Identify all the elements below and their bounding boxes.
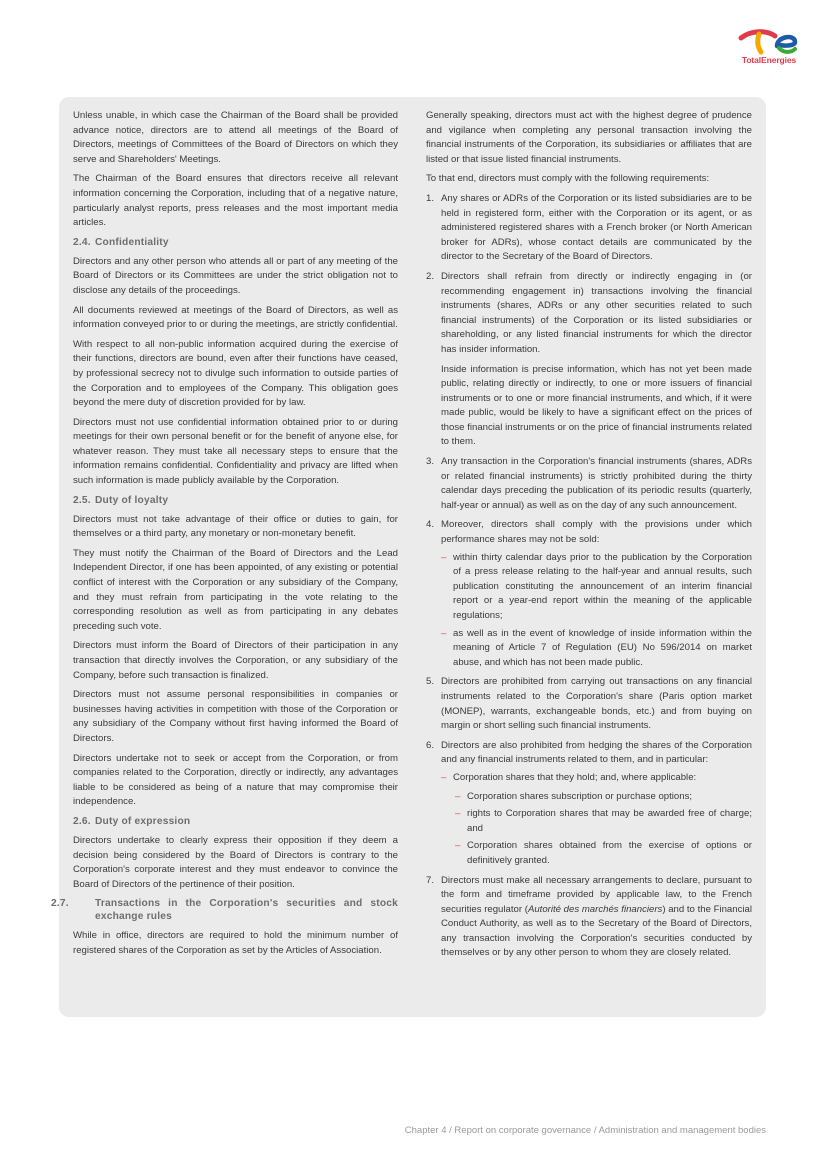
dash-item: – Corporation shares obtained from the exercise of options or definitively granted. [455,840,752,866]
dash-icon: – [455,808,461,820]
content-panel [51,97,766,1017]
list-item: 6. Directors are also prohibited from hedging the shares of the Corporation and any financial instruments related to them, and in particular: – Corporation shares that they hold; and, where applicable: – Corporation shares subscription or purchase options; – rights to Corporation shares that may be awarded free of charge; and – Corporation shares obtained from the exercise of options or definitively granted. [426,739,752,869]
list-item: 2. Directors shall refrain from directly or indirectly engaging in (or recommending engagement in) transactions involving the financial instruments (shares, ADRs or any other securities related to such financial instruments) of the Corporation or its listed subsidiaries or shareholding, or any listed financial instruments for which the director has insider information. Inside information is precise information, which has not yet been made public, relating directly or indirectly, to one or more issuers of financial instruments or to one or more financial instruments, and which, if it were made public, would be likely to have a significant effect on the prices of those financial instruments or on the price of financial instruments related to them. [426,270,752,450]
section-heading-duty-of-expression: 2.6. Duty of expression [73,815,191,827]
paragraph: All documents reviewed at meetings of the Board of Directors, as well as information conveyed prior to or during the meetings, are strictly confidential. [73,304,398,331]
dash-item: – rights to Corporation shares that may be awarded free of charge; and [455,808,752,834]
dash-icon: – [441,771,447,783]
left-column [51,109,398,964]
paragraph: To that end, directors must comply with the following requirements: [426,173,710,185]
paragraph: They must notify the Chairman of the Board of Directors and the Lead Independent Director, if one has been appointed, of any existing or potential conflict of interest with the Corporation or any subsidiary of the Company, and they must refrain from participating in the vote relating to the corresponding resolution as well as from participating in any debates preceding such vote. [73,547,398,632]
paragraph: Directors undertake to clearly express their opposition if they deem a decision being considered by the Board of Directors is contrary to the Corporation's corporate interest and they must endeavor to convince the Board of Directors of the pertinence of their position. [73,834,398,890]
dash-list [441,551,752,671]
paragraph: Directors undertake not to seek or accept from the Corporation, or from companies related to the Corporation, directly or indirectly, any advantages liable to be considered as being of a nature that may compromise their independence. [73,752,398,808]
page-footer: Chapter 4 / Report on corporate governance / Administration and management bodies [404,1125,766,1136]
list-item: 4. Moreover, directors shall comply with the provisions under which performance shares may not be sold: – within thirty calendar days prior to the publication by the Corporation of a press release relating to the half-year and annual results, such publication constituting the announcement of an interim financial report or a year-end report within the meaning of the applicable regulations; – as well as in the event of knowledge of inside information within the meaning of Article 7 of Regulation (EU) No 596/2014 on market abuse, and which has not been made public. [426,518,752,670]
right-column [426,109,752,966]
requirements-list [426,192,752,961]
dash-item: – as well as in the event of knowledge of inside information within the meaning of Article 7 of Regulation (EU) No 596/2014 on market abuse, and which has not been made public. [441,627,752,668]
list-item: 1. Any shares or ADRs of the Corporation or its listed subsidiaries are to be held in registered form, either with the Corporation or its agent, or as administered registered shares with a French broker (or North American broker for ADRs), whose contact details are communicated by the director to the Secretary of the Board of Directors. [426,192,752,263]
section-heading-transactions: 2.7. Transactions in the Corporation's securities and stock exchange rules [51,898,398,923]
paragraph: Directors must not use confidential information obtained prior to or during meetings for their own personal benefit or for the benefit of anyone else, for whatever reason. They must take all necessary steps to ensure that the information remains confidential. Confidentiality and privacy are lifted when such information is made publicly available by the Corporation. [73,416,398,487]
dash-list [441,771,752,786]
paragraph: Directors must not take advantage of their office or duties to gain, for themselves or a third party, any monetary or non-monetary benefit. [73,513,398,540]
paragraph: Generally speaking, directors must act with the highest degree of prudence and vigilance when completing any personal transaction involving the financial instruments of the Corporation, its subsidiaries or affiliates that are listed or that issue listed financial instruments. [426,110,752,165]
paragraph: Unless unable, in which case the Chairman of the Board shall be provided advance notice, directors are to attend all meetings of the Board of Directors, meetings of Committees of the Board of Directors on which they serve and Shareholders' Meetings. [73,110,398,165]
dash-icon: – [441,627,447,639]
paragraph: The Chairman of the Board ensures that directors receive all relevant information concerning the Corporation, including that of a negative nature, particularly analyst reports, press releases and the most important media articles. [73,173,398,229]
paragraph: While in office, directors are required to hold the minimum number of registered shares of the Corporation as set by the Articles of Association. [73,930,398,956]
list-item: 7. Directors must make all necessary arrangements to declare, pursuant to the form and timeframe provided by applicable law, to the French securities regulator (Autorité des marchés financiers) and to the Financial Conduct Authority, as well as to the Secretary of the Board of Directors, any transaction involving the Corporation's securities conducted by themselves or by any other person to whom they are closely related. [426,874,752,959]
dash-icon: – [455,790,461,802]
dash-item: – Corporation shares subscription or purchase options; [455,790,752,805]
dash-icon: – [441,551,447,563]
list-item: 3. Any transaction in the Corporation's financial instruments (shares, ADRs or related financial instruments) is strictly prohibited during the thirty calendar days preceding the publication of its periodic results (quarterly, half-year or annual) as well as on the day of any such announcement. [426,456,752,511]
dash-item: – within thirty calendar days prior to the publication by the Corporation of a press release relating to the half-year and annual results, such publication constituting the announcement of an interim financial report or a year-end report within the meaning of the applicable regulations; [441,551,752,621]
paragraph: With respect to all non-public information acquired during the exercise of their functions, directors are bound, even after their functions have ceased, by professional secrecy not to divulge such information to outside parties of the Corporation and to employees of the Company. This obligation goes beyond the mere duty of discretion provided for by law. [73,338,398,409]
section-heading-confidentiality: 2.4. Confidentiality [73,236,169,248]
brand-name: TotalEnergies [741,55,797,65]
section-heading-duty-of-loyalty: 2.5. Duty of loyalty [73,494,169,506]
paragraph: Directors must not assume personal responsibilities in companies or businesses having activities in competition with those of the Corporation or any subsidiary of the Company without first having informed the Board of Directors. [73,689,398,744]
paragraph: Directors must inform the Board of Directors of their participation in any transaction that directly involves the Corporation, or any subsidiary of the Company, before such transaction is finalized. [73,640,398,681]
sub-dash-list [455,790,752,869]
dash-icon: – [455,840,461,852]
list-item: 5. Directors are prohibited from carrying out transactions on any financial instruments related to the Corporation's share (Paris option market (MONEP), warrants, exchangeable bonds, etc.) and from buying on margin or short selling such financial instruments. [426,676,752,732]
dash-item: – Corporation shares that they hold; and, where applicable: [441,771,752,786]
paragraph: Directors and any other person who attends all or part of any meeting of the Board of Directors or its Committees are under the strict obligation not to disclose any details of the proceedings. [73,255,398,296]
inside-information-definition: Inside information is precise information, which has not yet been made public, relating directly or indirectly, to one or more issuers of financial instruments or to one or more financial instruments, and which, if it were made public, would be likely to have a significant effect on the prices of those financial instruments or on the price of financial instruments related to them. [441,363,752,448]
